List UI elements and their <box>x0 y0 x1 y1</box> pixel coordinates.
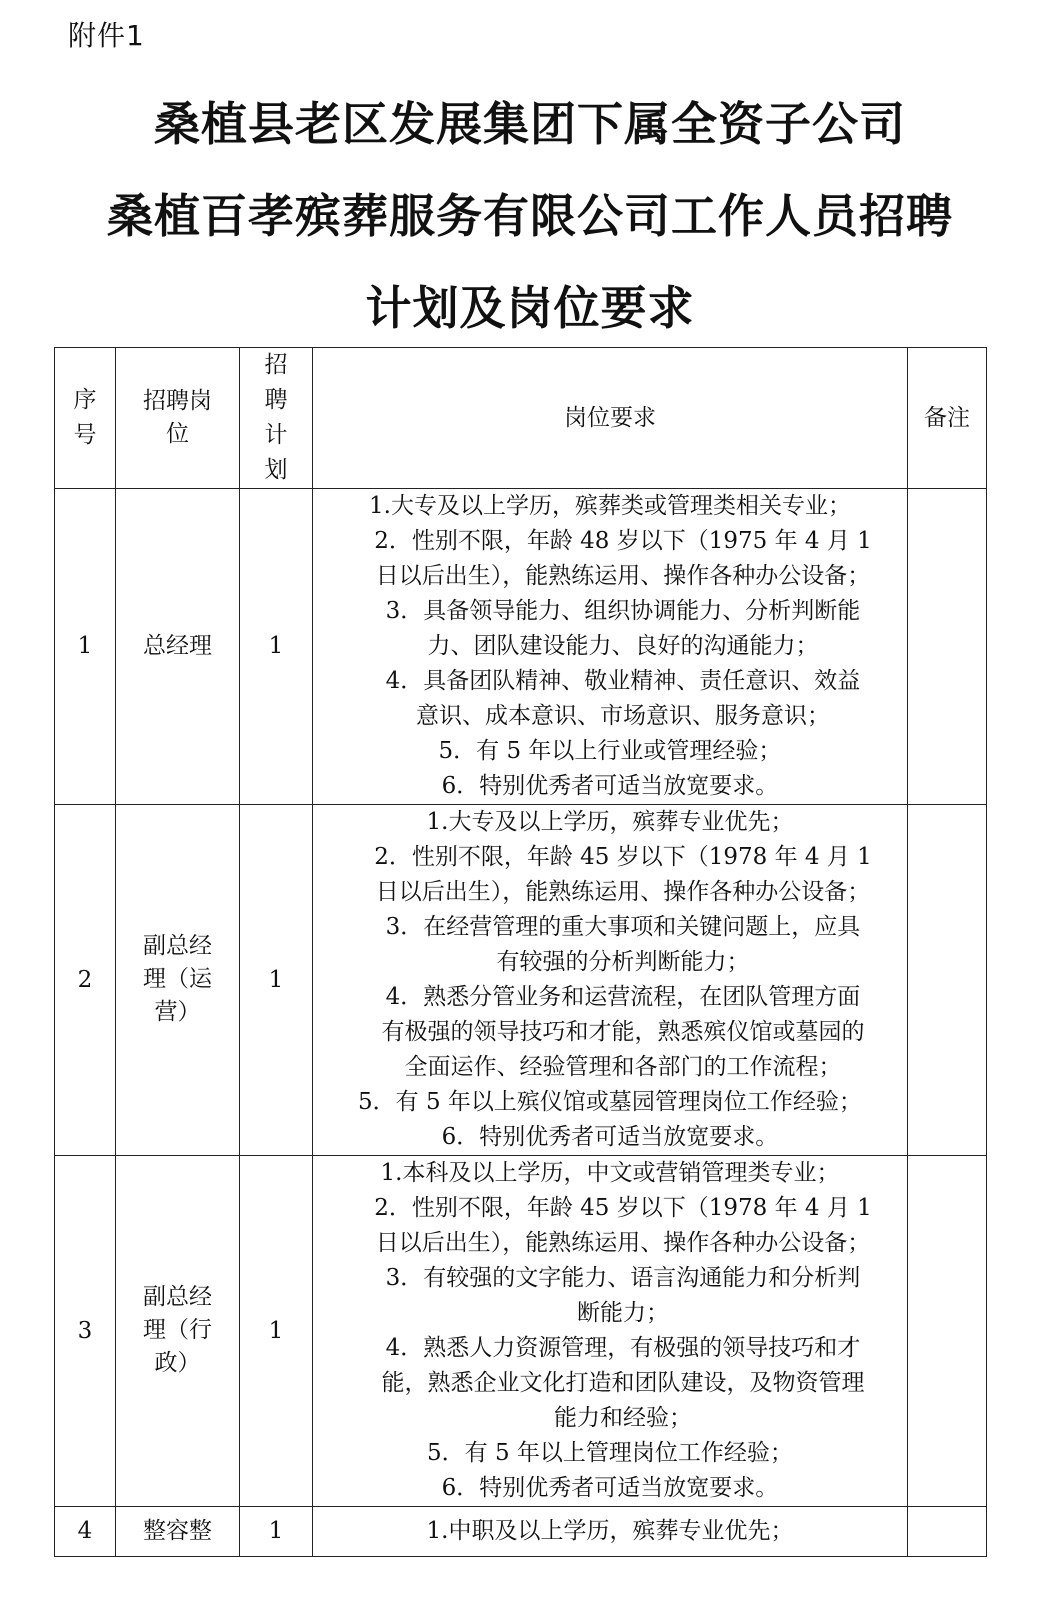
requirement-line: 3．具备领导能力、组织协调能力、分析判断能 <box>385 598 861 624</box>
requirement-line: 有极强的领导技巧和才能，熟悉殡仪馆或墓园的 <box>381 1019 865 1045</box>
row-requirements <box>313 489 908 805</box>
document-title-line-2: 桑植百孝殡葬服务有限公司工作人员招聘 <box>107 189 953 243</box>
requirement-line: 6．特别优秀者可适当放宽要求。 <box>441 1124 779 1150</box>
table-row <box>55 1156 987 1507</box>
row-plan: 1 <box>240 1507 313 1557</box>
requirement-line: 5．有 5 年以上行业或管理经验； <box>438 738 782 764</box>
row-requirements <box>313 1156 908 1507</box>
row-plan: 1 <box>240 1156 313 1507</box>
table-row <box>55 805 987 1156</box>
row-notes <box>908 805 987 1156</box>
requirement-line: 意识、成本意识、市场意识、服务意识； <box>416 703 830 729</box>
row-seq: 2 <box>55 805 116 1156</box>
requirement-line: 断能力； <box>577 1300 669 1326</box>
document-title-line-3: 计划及岗位要求 <box>365 281 695 335</box>
table-row <box>55 1507 987 1557</box>
requirement-line: 能，熟悉企业文化打造和团队建设，及物资管理 <box>381 1370 865 1396</box>
row-position <box>116 1156 240 1507</box>
row-requirements <box>313 805 908 1156</box>
requirement-line: 6．特别优秀者可适当放宽要求。 <box>441 773 779 799</box>
header-plan-char: 计 <box>264 422 288 448</box>
header-seq-char: 号 <box>73 422 97 448</box>
requirement-line: 6．特别优秀者可适当放宽要求。 <box>441 1475 779 1501</box>
row-position: 整容整 <box>116 1507 240 1557</box>
requirement-line: 2．性别不限，年龄 48 岁以下（1975 年 4 月 1 <box>374 528 872 554</box>
requirement-line: 5．有 5 年以上管理岗位工作经验； <box>427 1440 793 1466</box>
header-position <box>116 348 240 489</box>
row-plan: 1 <box>240 805 313 1156</box>
table-row <box>55 489 987 805</box>
row-seq: 1 <box>55 489 116 805</box>
row-position-label: 副总经理（行政） <box>143 1284 212 1376</box>
requirement-line: 5．有 5 年以上殡仪馆或墓园管理岗位工作经验； <box>358 1089 862 1115</box>
header-plan <box>240 348 313 489</box>
header-plan-char: 招 <box>264 352 288 378</box>
requirement-line: 力、团队建设能力、良好的沟通能力； <box>427 633 819 659</box>
row-notes <box>908 1156 987 1507</box>
header-seq-char: 序 <box>73 387 97 413</box>
header-position-label: 招聘岗位 <box>143 387 212 447</box>
row-plan: 1 <box>240 489 313 805</box>
requirement-line: 3．在经营管理的重大事项和关键问题上，应具 <box>385 914 861 940</box>
requirement-line: 能力和经验； <box>554 1405 692 1431</box>
requirement-line: 4．熟悉人力资源管理，有极强的领导技巧和才 <box>385 1335 861 1361</box>
header-requirements: 岗位要求 <box>313 348 908 489</box>
recruitment-table <box>54 347 987 1557</box>
row-position <box>116 805 240 1156</box>
requirement-line: 4．具备团队精神、敬业精神、责任意识、效益 <box>385 668 861 694</box>
row-position <box>116 489 240 805</box>
document-title-line-1: 桑植县老区发展集团下属全资子公司 <box>154 97 906 151</box>
attachment-label: 附件1 <box>68 19 145 52</box>
requirement-line: 有较强的分析判断能力； <box>496 949 750 975</box>
table-header-row <box>55 348 987 489</box>
requirement-line: 1.大专及以上学历，殡葬类或管理类相关专业； <box>369 493 851 519</box>
requirement-line: 日以后出生），能熟练运用、操作各种办公设备； <box>375 879 871 905</box>
requirement-line: 1.大专及以上学历，殡葬专业优先； <box>426 809 794 835</box>
requirement-line: 2．性别不限，年龄 45 岁以下（1978 年 4 月 1 <box>374 1195 872 1221</box>
row-position-label: 总经理 <box>143 633 212 659</box>
header-plan-char: 划 <box>264 457 288 483</box>
requirement-line: 全面运作、经验管理和各部门的工作流程； <box>404 1054 842 1080</box>
row-notes <box>908 1507 987 1557</box>
header-notes: 备注 <box>908 348 987 489</box>
requirement-line: 4．熟悉分管业务和运营流程，在团队管理方面 <box>385 984 861 1010</box>
requirement-line: 3．有较强的文字能力、语言沟通能力和分析判 <box>385 1265 861 1291</box>
row-requirements <box>313 1507 908 1557</box>
header-seq <box>55 348 116 489</box>
requirement-line: 日以后出生），能熟练运用、操作各种办公设备； <box>375 1230 871 1256</box>
requirement-line: 日以后出生），能熟练运用、操作各种办公设备； <box>375 563 871 589</box>
row-seq: 3 <box>55 1156 116 1507</box>
row-notes <box>908 489 987 805</box>
requirement-line: 2．性别不限，年龄 45 岁以下（1978 年 4 月 1 <box>374 844 872 870</box>
row-seq: 4 <box>55 1507 116 1557</box>
requirement-line: 1.本科及以上学历，中文或营销管理类专业； <box>380 1160 840 1186</box>
row-position-label: 副总经理（运营） <box>143 933 212 1025</box>
requirement-line: 1.中职及以上学历，殡葬专业优先； <box>426 1518 794 1544</box>
header-plan-char: 聘 <box>264 387 288 413</box>
